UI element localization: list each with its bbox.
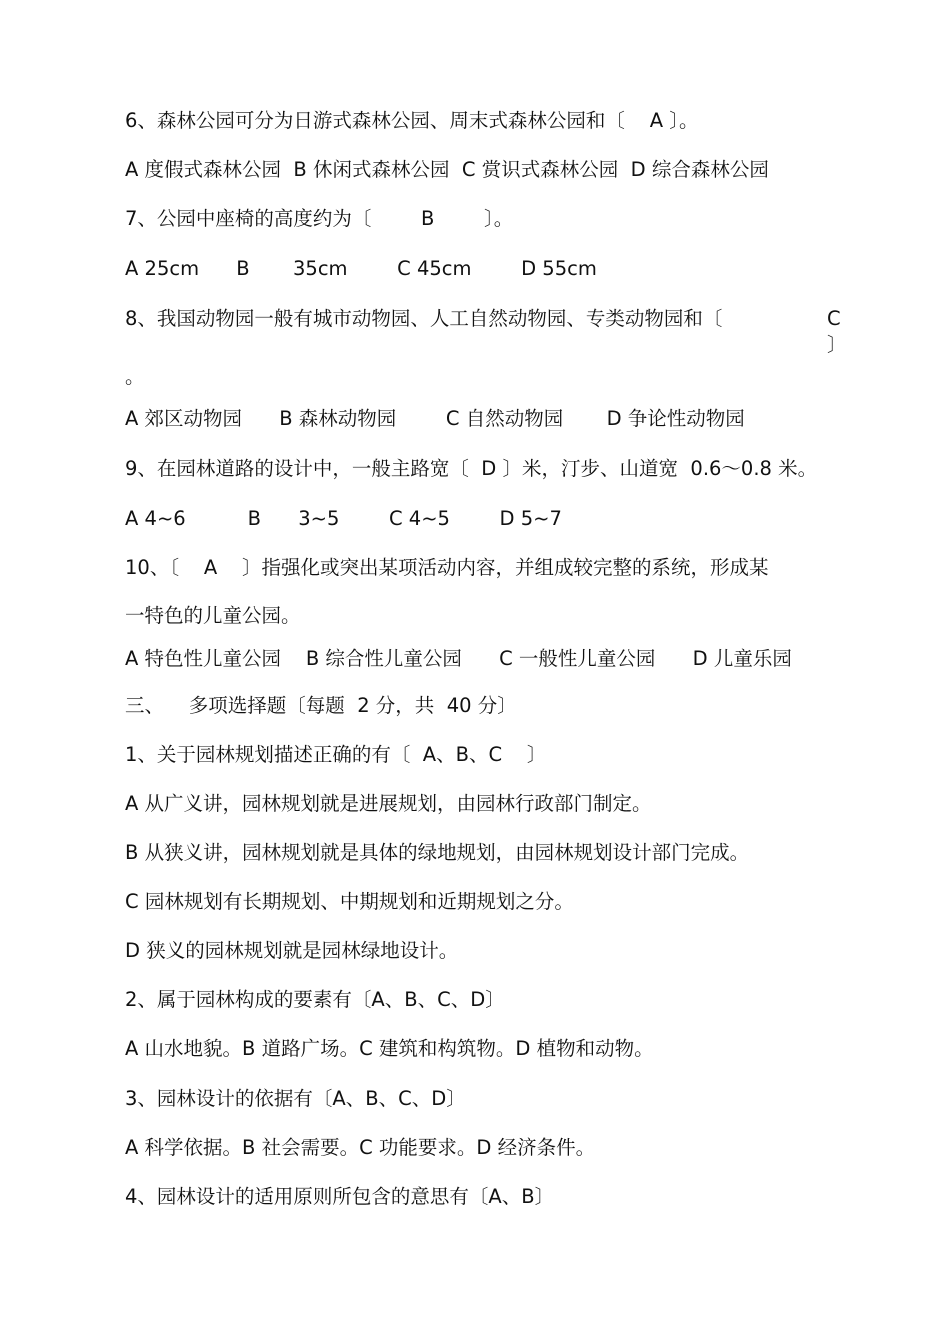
multi-question-2: 2、属于园林构成的要素有〔A、B、C、D〕 <box>125 988 505 1011</box>
question-9: 9、在园林道路的设计中，一般主路宽〔 D 〕米，汀步、山道宽 0.6～0.8 米。 <box>125 457 818 480</box>
question-7-options: A 25cm B 35cm C 45cm D 55cm <box>125 257 597 280</box>
multi-question-1-option-c: C 园林规划有长期规划、中期规划和近期规划之分。 <box>125 890 574 913</box>
multi-question-1-option-d: D 狭义的园林规划就是园林绿地设计。 <box>125 939 459 962</box>
question-10-cont: 一特色的儿童公园。 <box>125 604 301 627</box>
multi-question-1-option-a: A 从广义讲，园林规划就是进展规划，由园林行政部门制定。 <box>125 792 652 815</box>
multi-question-2-options: A 山水地貌。B 道路广场。C 建筑和构筑物。D 植物和动物。 <box>125 1037 654 1060</box>
question-8-options: A 郊区动物园 B 森林动物园 C 自然动物园 D 争论性动物园 <box>125 407 745 430</box>
multi-question-3: 3、园林设计的依据有〔A、B、C、D〕 <box>125 1087 466 1110</box>
question-10-options: A 特色性儿童公园 B 综合性儿童公园 C 一般性儿童公园 D 儿童乐园 <box>125 647 792 670</box>
question-8-close-paren: 〕 <box>827 333 847 356</box>
question-10: 10、〔 A 〕指强化或突出某项活动内容，并组成较完整的系统，形成某 <box>125 556 769 579</box>
question-6-options: A 度假式森林公园 B 休闲式森林公园 C 赏识式森林公园 D 综合森林公园 <box>125 158 769 181</box>
question-8: 8、我国动物园一般有城市动物园、人工自然动物园、专类动物园和〔 <box>125 307 723 330</box>
question-8-answer: C <box>827 307 841 330</box>
section-3-heading: 三、 多项选择题〔每题 2 分，共 40 分〕 <box>125 694 517 717</box>
question-8-end: 。 <box>125 365 145 388</box>
question-9-options: A 4~6 B 3~5 C 4~5 D 5~7 <box>125 507 562 530</box>
multi-question-1: 1、关于园林规划描述正确的有〔 A、B、C 〕 <box>125 743 547 766</box>
multi-question-3-options: A 科学依据。B 社会需要。C 功能要求。D 经济条件。 <box>125 1136 596 1159</box>
question-7: 7、公园中座椅的高度约为〔 B 〕。 <box>125 207 514 230</box>
multi-question-4: 4、园林设计的适用原则所包含的意思有〔A、B〕 <box>125 1185 555 1208</box>
multi-question-1-option-b: B 从狭义讲，园林规划就是具体的绿地规划，由园林规划设计部门完成。 <box>125 841 750 864</box>
question-6: 6、森林公园可分为日游式森林公园、周末式森林公园和〔 A 〕。 <box>125 109 699 132</box>
